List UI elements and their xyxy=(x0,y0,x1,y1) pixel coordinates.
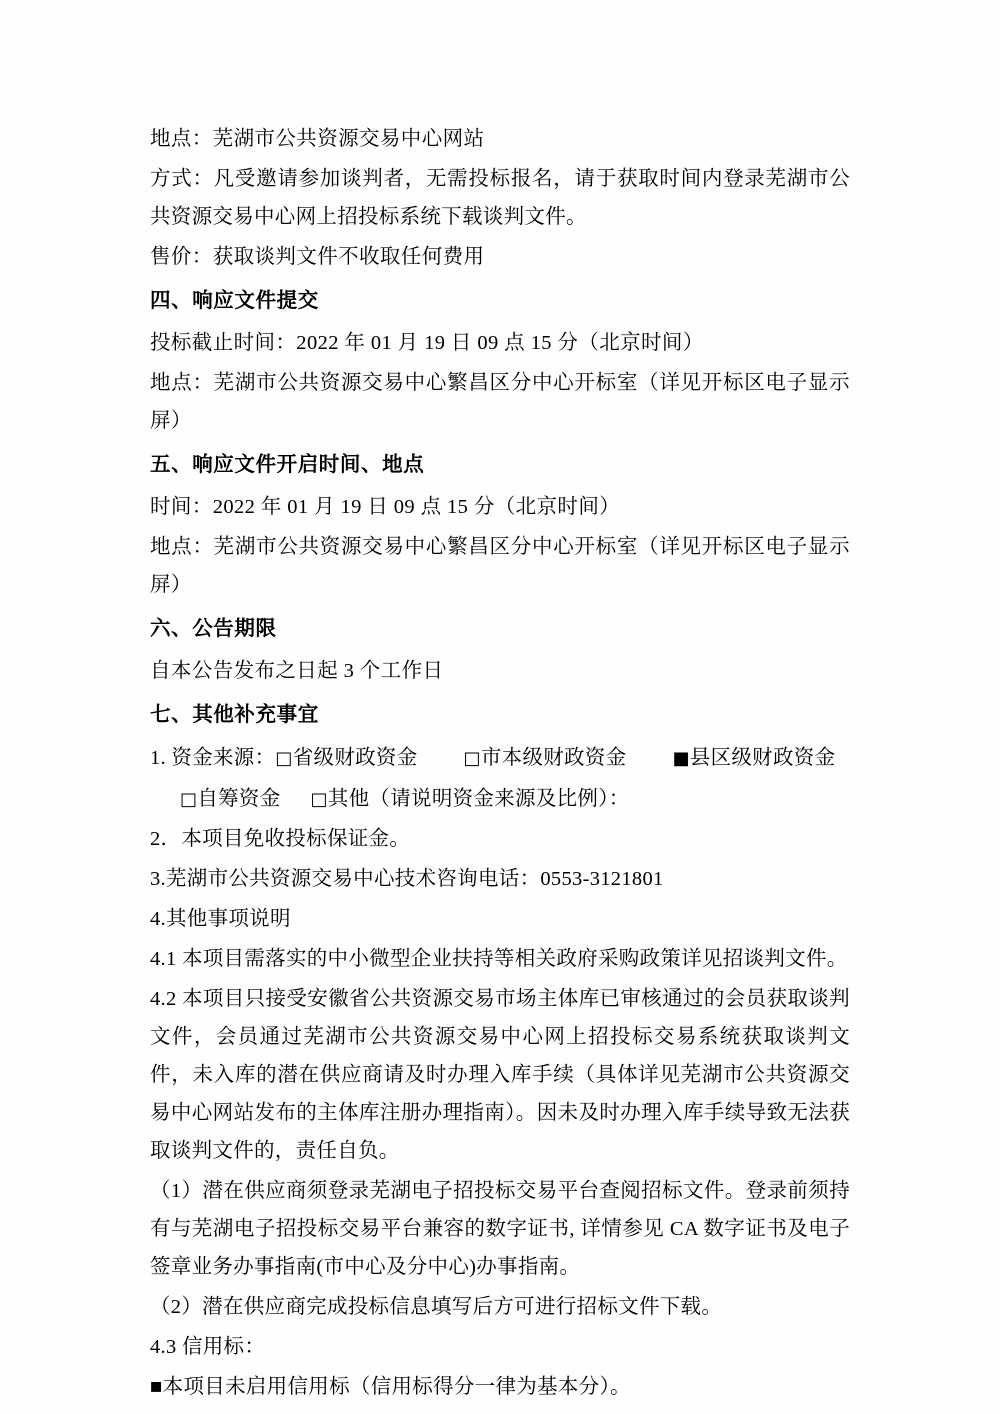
document-body xyxy=(150,120,850,1406)
checkbox-municipal-funds-label: 市本级财政资金 xyxy=(480,747,627,769)
para-method: 方式：凡受邀请参加谈判者，无需投标报名，请于获取时间内登录芜湖市公共资源交易中心网上招投标系统下载谈判文件。 xyxy=(150,168,850,228)
checkbox-provincial-funds[interactable]: □ xyxy=(275,748,293,769)
item-4-1: 4.1 本项目需落实的中小微型企业扶持等相关政府采购政策详见招谈判文件。 xyxy=(150,948,848,970)
checkbox-municipal-funds[interactable]: □ xyxy=(463,748,481,769)
line-submission-location: 地点：芜湖市公共资源交易中心繁昌区分中心开标室（详见开标区电子显示屏） xyxy=(150,372,850,432)
heading-section-six: 六、公告期限 xyxy=(150,617,277,640)
item-4-2-sub-1: （1）潜在供应商须登录芜湖电子招投标交易平台查阅招标文件。登录前须持有与芜湖电子招投标交易平台兼容的数字证书, 详情参见 CA 数字证书及电子签章业务办事指南(市中心及分中心)办事指南。 xyxy=(150,1180,850,1278)
heading-section-four: 四、响应文件提交 xyxy=(150,289,319,312)
line-opening-time: 时间：2022 年 01 月 19 日 09 点 15 分（北京时间） xyxy=(150,496,621,518)
item-4-other: 4.其他事项说明 xyxy=(150,908,291,930)
checkbox-provincial-funds-label: 省级财政资金 xyxy=(292,747,418,769)
line-bid-deadline: 投标截止时间：2022 年 01 月 19 日 09 点 15 分（北京时间） xyxy=(150,332,704,354)
item-2-deposit: 2．本项目免收投标保证金。 xyxy=(150,828,411,850)
checkbox-county-funds[interactable]: ■ xyxy=(672,748,690,769)
checkbox-county-funds-label: 县区级财政资金 xyxy=(689,747,836,769)
item-4-2: 4.2 本项目只接受安徽省公共资源交易市场主体库已审核通过的会员获取谈判文件，会员通过芜湖市公共资源交易中心网上招投标交易系统获取谈判文件，未入库的潜在供应商请及时办理入库手续（具体详见芜湖市公共资源交易中心网站发布的主体库注册办理指南）。因未及时办理入库手续导致无法获取谈判文件的，责任自负。 xyxy=(150,988,850,1162)
funding-source-label: 1. 资金来源： xyxy=(150,747,276,769)
item-4-3-note: ■本项目未启用信用标（信用标得分一律为基本分）。 xyxy=(150,1376,631,1398)
line-opening-location: 地点：芜湖市公共资源交易中心繁昌区分中心开标室（详见开标区电子显示屏） xyxy=(150,536,850,596)
checkbox-self-raised-funds[interactable]: □ xyxy=(180,789,198,810)
line-price: 售价：获取谈判文件不收取任何费用 xyxy=(150,246,485,268)
funding-source-row xyxy=(150,738,850,820)
item-4-2-sub-2: （2）潜在供应商完成投标信息填写后方可进行招标文件下载。 xyxy=(150,1296,723,1318)
heading-section-five: 五、响应文件开启时间、地点 xyxy=(150,453,425,476)
checkbox-other-funds[interactable]: □ xyxy=(310,789,328,810)
checkbox-self-raised-funds-label: 自筹资金 xyxy=(197,788,281,810)
item-4-3: 4.3 信用标： xyxy=(150,1336,266,1358)
checkbox-other-funds-label: 其他（请说明资金来源及比例）： xyxy=(327,788,630,810)
line-announcement-period: 自本公告发布之日起 3 个工作日 xyxy=(150,660,444,682)
item-3-hotline: 3.芜湖市公共资源交易中心技术咨询电话：0553-3121801 xyxy=(150,868,664,890)
heading-section-seven: 七、其他补充事宜 xyxy=(150,703,319,726)
line-location-1: 地点：芜湖市公共资源交易中心网站 xyxy=(150,128,485,150)
